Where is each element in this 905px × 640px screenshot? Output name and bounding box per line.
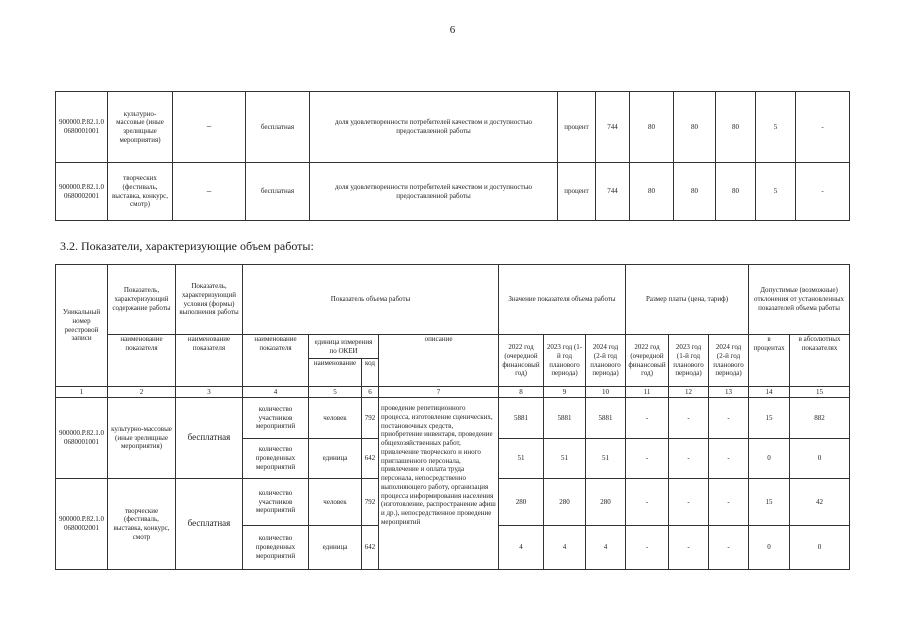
value-2023: 5881 (544, 398, 586, 439)
header-row (56, 335, 850, 359)
value-2024: 80 (716, 92, 756, 163)
form-value: бесплатная (176, 479, 243, 570)
column-number: 5 (309, 387, 362, 398)
fee-2024: - (709, 439, 749, 479)
page-number: 6 (449, 24, 456, 36)
value-2023: 80 (674, 163, 716, 221)
form-value: бесплатная (176, 398, 243, 479)
column-number: 7 (379, 387, 499, 398)
header-indicator-name: наименование показателя (243, 335, 309, 387)
column-number: 11 (626, 387, 669, 398)
header-conditions-indicator: Показатель, характеризующий условия (формы) выполнения работы (176, 265, 243, 335)
fee-2024: - (709, 398, 749, 439)
unit-name: единица (309, 526, 362, 570)
header-unit-name: наименование (309, 359, 362, 387)
content-indicator: творческих (фестиваль, выставка, конкурс, смотр) (108, 163, 173, 221)
value-2022: 80 (630, 163, 674, 221)
unit-code: 744 (596, 163, 630, 221)
deviation-percent: 0 (749, 439, 790, 479)
content-indicator: культурно-массовые (иные зрелищные мероприятия) (108, 398, 176, 479)
registry-number: 900000.Р.82.1.0 0680002001 (56, 479, 108, 570)
table-row (56, 163, 850, 221)
fee-2022: - (626, 398, 669, 439)
indicator-name: количество проведенных мероприятий (243, 439, 309, 479)
header-value-2022: 2022 год (очередной финансовый год) (499, 335, 544, 387)
conditions-dash: – (173, 163, 246, 221)
header-unique-number: Уникальный номер реестровой записи (56, 265, 108, 387)
header-unit-code: код (362, 359, 379, 387)
column-number: 9 (544, 387, 586, 398)
unit-code: 744 (596, 92, 630, 163)
value-2022: 4 (499, 526, 544, 570)
deviation-absolute: 0 (790, 526, 850, 570)
deviation-percent: 5 (756, 163, 796, 221)
unit-name: процент (558, 92, 596, 163)
header-fee: Размер платы (цена, тариф) (626, 265, 749, 335)
value-2023: 280 (544, 479, 586, 526)
fee-2022: - (626, 479, 669, 526)
content-indicator: творческие (фестиваль, выставка, конкурс, смотр (108, 479, 176, 570)
unit-code: 792 (362, 398, 379, 439)
value-2022: 51 (499, 439, 544, 479)
column-number: 4 (243, 387, 309, 398)
fee-2023: - (669, 479, 709, 526)
value-2024: 5881 (586, 398, 626, 439)
registry-number: 900000.Р.82.1.0 0680001001 (56, 92, 108, 163)
column-number: 15 (790, 387, 850, 398)
deviation-absolute: - (796, 163, 850, 221)
column-number: 14 (749, 387, 790, 398)
deviation-percent: 0 (749, 526, 790, 570)
indicator-name: количество проведенных мероприятий (243, 526, 309, 570)
deviation-absolute: 0 (790, 439, 850, 479)
header-conditions-name: наименование показателя (176, 335, 243, 387)
header-deviation: Допустимые (возможные) отклонения от установленных показателей объема работы (749, 265, 850, 335)
value-2023: 51 (544, 439, 586, 479)
column-number: 12 (669, 387, 709, 398)
value-2024: 80 (716, 163, 756, 221)
header-value-2024: 2024 год (2-й год планового периода) (586, 335, 626, 387)
unit-name: единица (309, 439, 362, 479)
form-value: бесплатная (246, 92, 310, 163)
fee-2023: - (669, 398, 709, 439)
content-indicator: культурно-массовые (иные зрелищные мероприятия) (108, 92, 173, 163)
unit-name: процент (558, 163, 596, 221)
indicator-name: доля удовлетворенности потребителей качеством и доступностью предоставленной работы (310, 92, 558, 163)
deviation-percent: 15 (749, 398, 790, 439)
registry-number: 900000.Р.82.1.0 0680001001 (56, 398, 108, 479)
fee-2022: - (626, 526, 669, 570)
value-2024: 51 (586, 439, 626, 479)
header-deviation-absolute: в абсолютных показателях (790, 335, 850, 387)
header-unit: единица измерения по ОКЕИ (309, 335, 379, 359)
fee-2023: - (669, 526, 709, 570)
value-2024: 280 (586, 479, 626, 526)
section-title: 3.2. Показатели, характеризующие объем работы: (60, 239, 314, 253)
header-fee-2024: 2024 год (2-й год планового периода) (709, 335, 749, 387)
column-number: 13 (709, 387, 749, 398)
header-content-indicator: Показатель, характеризующий содержание работы (108, 265, 176, 335)
header-volume-values: Значение показателя объема работы (499, 265, 626, 335)
value-2024: 4 (586, 526, 626, 570)
deviation-percent: 15 (749, 479, 790, 526)
deviation-absolute: 42 (790, 479, 850, 526)
column-number: 10 (586, 387, 626, 398)
header-fee-2022: 2022 год (очередной финансовый год) (626, 335, 669, 387)
unit-name: человек (309, 479, 362, 526)
registry-number: 900000.Р.82.1.0 0680002001 (56, 163, 108, 221)
header-content-name: наименование показателя (108, 335, 176, 387)
column-number: 3 (176, 387, 243, 398)
column-number: 2 (108, 387, 176, 398)
fee-2024: - (709, 479, 749, 526)
table-row (56, 92, 850, 163)
value-2023: 4 (544, 526, 586, 570)
column-number: 6 (362, 387, 379, 398)
value-2022: 80 (630, 92, 674, 163)
column-number: 1 (56, 387, 108, 398)
header-description: описание (379, 335, 499, 387)
fee-2022: - (626, 439, 669, 479)
unit-code: 642 (362, 439, 379, 479)
indicator-name: количество участников мероприятий (243, 479, 309, 526)
header-row (56, 265, 850, 335)
work-description: проведение репетиционного процесса, изготовление сценических, постановочных средств, приобретение инвентаря, проведение общехозяйственных работ, привлечение творческого и иного приглашенного персонала, привлечение и оплата труда персонала, непосредственно выполняющего работу, организация процесса информирования населения (изготовление, распространение афиш и др.), непосредственное проведение мероприятий (379, 398, 499, 570)
indicator-name: количество участников мероприятий (243, 398, 309, 439)
value-2023: 80 (674, 92, 716, 163)
fee-2024: - (709, 526, 749, 570)
header-volume-indicator: Показатель объема работы (243, 265, 499, 335)
column-number-row (56, 387, 850, 398)
conditions-dash: – (173, 92, 246, 163)
deviation-absolute: - (796, 92, 850, 163)
header-value-2023: 2023 год (1-й год планового периода) (544, 335, 586, 387)
fee-2023: - (669, 439, 709, 479)
deviation-percent: 5 (756, 92, 796, 163)
quality-indicators-table (55, 91, 850, 221)
header-deviation-percent: в процентах (749, 335, 790, 387)
table-row (56, 398, 850, 439)
deviation-absolute: 882 (790, 398, 850, 439)
unit-name: человек (309, 398, 362, 439)
indicator-name: доля удовлетворенности потребителей качеством и доступностью предоставленной работы (310, 163, 558, 221)
header-fee-2023: 2023 год (1-й год планового периода) (669, 335, 709, 387)
volume-indicators-table (55, 264, 850, 570)
unit-code: 792 (362, 479, 379, 526)
form-value: бесплатная (246, 163, 310, 221)
value-2022: 5881 (499, 398, 544, 439)
column-number: 8 (499, 387, 544, 398)
value-2022: 280 (499, 479, 544, 526)
unit-code: 642 (362, 526, 379, 570)
